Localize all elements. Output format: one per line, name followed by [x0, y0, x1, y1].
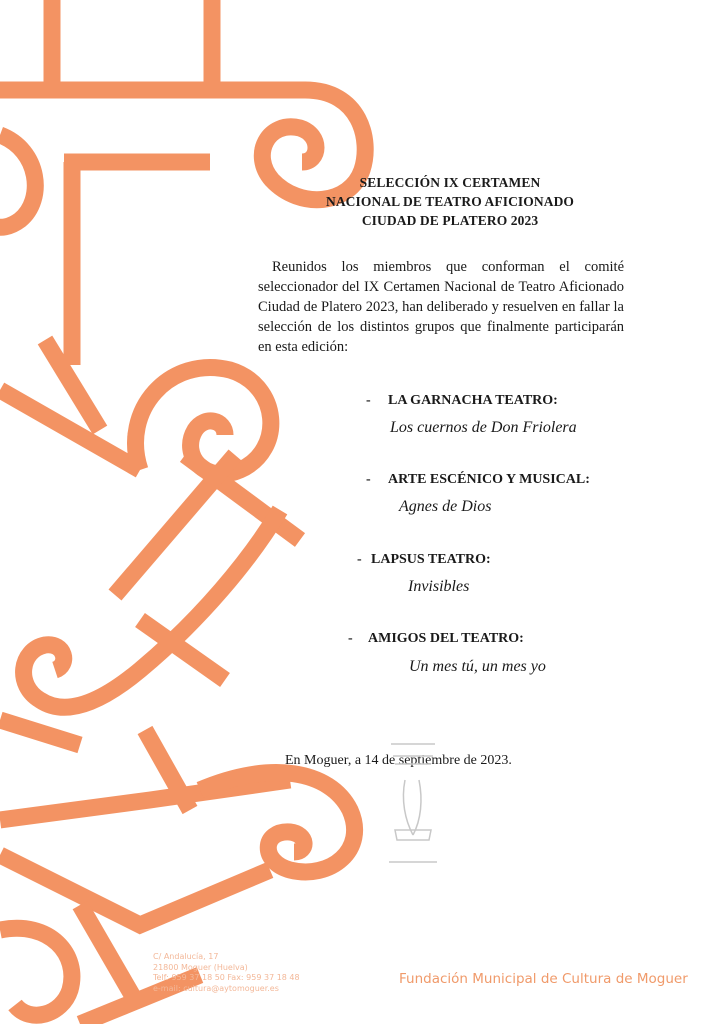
group-work: Invisibles [408, 578, 470, 595]
group-name [348, 631, 524, 647]
signature-stamp [383, 740, 443, 870]
list-dash: - [366, 472, 371, 487]
group-name [366, 393, 558, 409]
organization-name: Fundación Municipal de Cultura de Moguer [399, 971, 688, 987]
document-title [250, 173, 650, 230]
group-name [357, 552, 491, 568]
group-name [366, 472, 590, 488]
email-line: e-mail: cultura@aytomoguer.es [153, 983, 279, 993]
group-name-text: LAPSUS TEATRO: [371, 552, 491, 567]
group-name-text: ARTE ESCÉNICO Y MUSICAL: [388, 472, 590, 487]
closing-line: En Moguer, a 14 de septiembre de 2023. [285, 753, 512, 768]
group-work: Un mes tú, un mes yo [409, 658, 546, 675]
group-work: Los cuernos de Don Friolera [390, 419, 577, 436]
group-work: Agnes de Dios [399, 498, 492, 515]
group-name-text: AMIGOS DEL TEATRO: [368, 631, 524, 646]
list-dash: - [348, 631, 353, 646]
list-dash: - [366, 393, 371, 408]
address-line: C/ Andalucía, 17 [153, 952, 219, 961]
address-line: Telf: 959 37 18 50 Fax: 959 37 18 48 [153, 973, 300, 982]
footer-address [153, 952, 300, 994]
title-line: CIUDAD DE PLATERO 2023 [361, 213, 539, 228]
list-dash: - [357, 552, 362, 567]
group-name-text: LA GARNACHA TEATRO: [388, 393, 558, 408]
title-line: NACIONAL DE TEATRO AFICIONADO [325, 194, 575, 209]
address-line: 21800 Moguer (Huelva) [153, 962, 248, 972]
intro-paragraph: Reunidos los miembros que conforman el comité seleccionador del IX Certamen Nacional de Teatro Aficionado Ciudad de Platero 2023, han deliberado y resuelven en fallar la selección de los distintos grupos que finalmente participarán en esta edición: [258, 259, 624, 355]
title-line: SELECCIÓN IX CERTAMEN [359, 175, 541, 190]
